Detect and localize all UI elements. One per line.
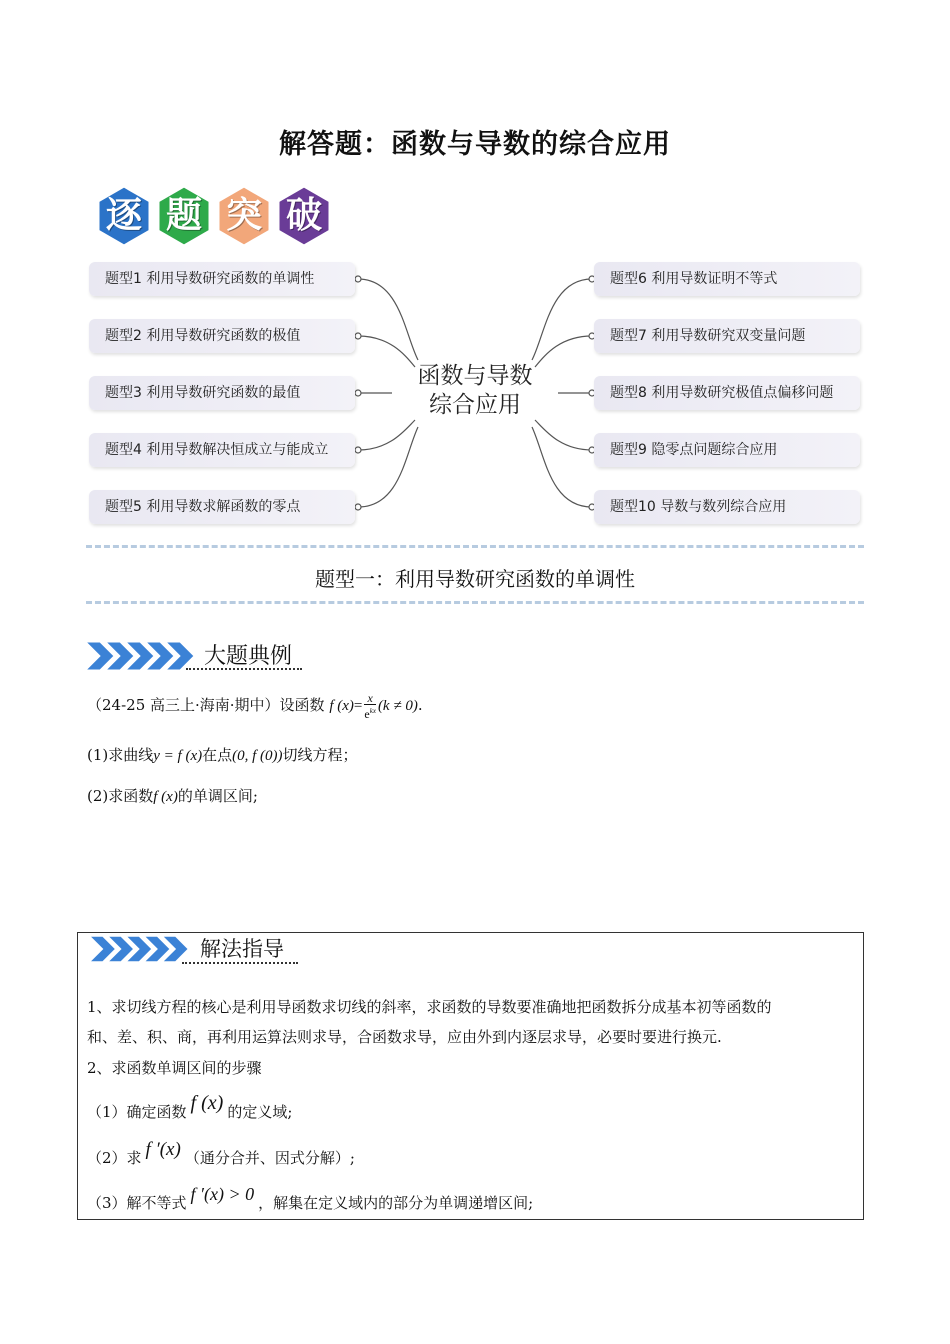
guide-header: 解法指导 (200, 937, 284, 961)
example-header-underline (186, 668, 302, 670)
badge-zhu: 逐 (92, 184, 156, 248)
page-title: 解答题：函数与导数的综合应用 (279, 129, 671, 160)
section-divider-bottom (86, 601, 864, 604)
topic-7: 题型7 利用导数研究双变量问题 (594, 319, 860, 353)
guide-line-3: 2、求函数单调区间的步骤 (87, 1059, 262, 1077)
mindmap-center-line2: 综合应用 (429, 392, 521, 418)
badge-ti: 题 (152, 184, 216, 248)
topic-2: 题型2 利用导数研究函数的极值 (89, 319, 355, 353)
topic-6: 题型6 利用导数证明不等式 (594, 262, 860, 296)
example-header: 大题典例 (204, 644, 293, 669)
topic-4: 题型4 利用导数解决恒成立与能成立 (89, 433, 355, 467)
topic-9: 题型9 隐零点问题综合应用 (594, 433, 860, 467)
guide-line-1: 1、求切线方程的核心是利用导函数求切线的斜率，求函数的导数要准确地把函数拆分成基本初等函数的 (87, 998, 772, 1016)
question-1: (1)求曲线y = f (x)在点(0, f (0))切线方程； (87, 746, 358, 764)
guide-step-2: （2）求 f ′(x) （通分合并、因式分解）; (87, 1139, 355, 1167)
topic-5: 题型5 利用导数求解函数的零点 (89, 490, 355, 524)
mindmap-center (395, 362, 555, 420)
badge-po: 破 (272, 184, 336, 248)
guide-header-arrows-icon (90, 934, 190, 964)
topic-3: 题型3 利用导数研究函数的最值 (89, 376, 355, 410)
guide-step-3: （3）解不等式 f ′(x) > 0 ，解集在定义域内的部分为单调递增区间; (87, 1184, 534, 1212)
section-title: 题型一：利用导数研究函数的单调性 (315, 567, 635, 591)
badge-tu: 突 (212, 184, 276, 248)
section-divider-top (86, 545, 864, 548)
mindmap-center-line1: 函数与导数 (417, 363, 533, 389)
topic-1: 题型1 利用导数研究函数的单调性 (89, 262, 355, 296)
example-problem: （24-25 高三上·海南·期中）设函数 f (x)= $\frac{x}{e^{kx}}$ (k ≠ 0). (87, 691, 423, 721)
question-2: (2)求函数f (x)的单调区间; (87, 787, 258, 805)
topic-8: 题型8 利用导数研究极值点偏移问题 (594, 376, 860, 410)
fraction-x-over-ekx: $\frac{x}{e^{kx}}$ (364, 691, 376, 721)
guide-line-2: 和、差、积、商，再利用运算法则求导，合函数求导，应由外到内逐层求导，必要时要进行换元. (87, 1028, 722, 1046)
topic-10: 题型10 导数与数列综合应用 (594, 490, 860, 524)
example-header-arrows-icon (86, 640, 196, 672)
guide-header-underline (182, 962, 298, 964)
guide-step-1: （1）确定函数 f (x) 的定义域; (87, 1092, 293, 1121)
